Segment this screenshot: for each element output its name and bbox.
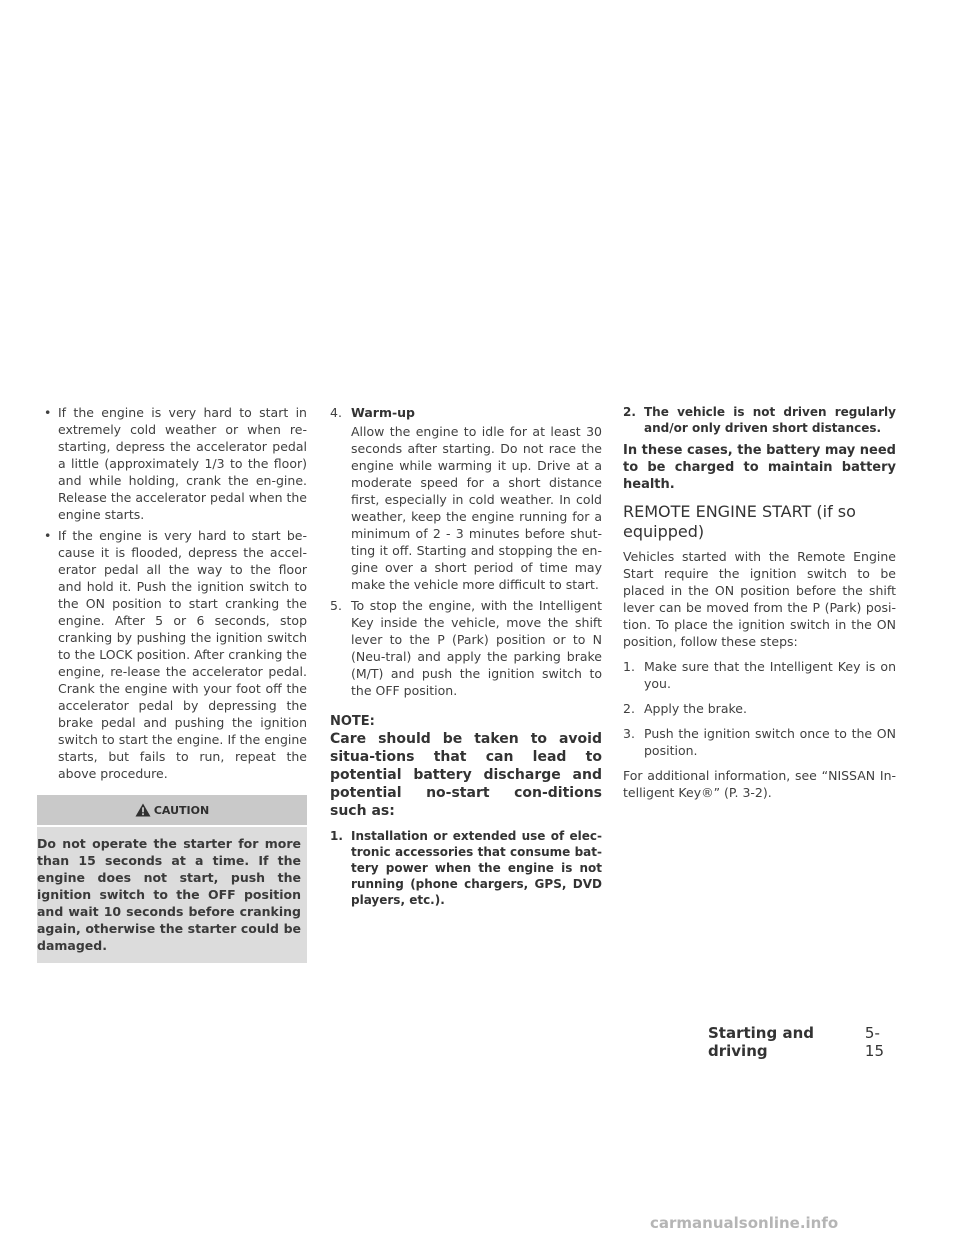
step-text: Apply the brake. bbox=[644, 701, 747, 716]
page-number: 5-15 bbox=[864, 1024, 885, 1060]
list-item bbox=[330, 404, 602, 421]
section-intro: Vehicles started with the Remote Engine Start require the ignition switch to be placed in the ON position before the shift lever can be moved from the P (Park) posi-tion. To place the ignition switch in the ON position, follow these steps: bbox=[623, 549, 896, 649]
list-item bbox=[330, 828, 602, 908]
bullet-mark: • bbox=[44, 528, 52, 543]
caution-label: CAUTION bbox=[153, 803, 210, 817]
item-number: 5. bbox=[330, 598, 342, 613]
step-text: Push the ignition switch once to the ON position. bbox=[644, 726, 896, 758]
bullet-mark: • bbox=[44, 405, 52, 420]
column-middle bbox=[330, 404, 602, 908]
item-number: 4. bbox=[330, 405, 342, 420]
item-text: Installation or extended use of elec-tronic accessories that consume bat-tery power when the engine is not running (phone chargers, GPS, DVD players, etc.). bbox=[351, 829, 602, 907]
list-item bbox=[37, 527, 307, 782]
list-item bbox=[623, 404, 896, 436]
section-title: REMOTE ENGINE START (if so equipped) bbox=[623, 502, 856, 541]
note-conclusion: In these cases, the battery may need to be charged to maintain battery health. bbox=[623, 443, 896, 492]
list-item-body bbox=[330, 423, 602, 593]
page-footer bbox=[708, 1024, 895, 1060]
note-label: NOTE: bbox=[330, 714, 375, 729]
note-text: Care should be taken to avoid situa-tions that can lead to potential battery discharge and potential no-start con-ditions such as: bbox=[330, 731, 602, 819]
step-number: 3. bbox=[623, 726, 635, 741]
more-info-text: For additional information, see “NISSAN In-telligent Key®” (P. 3-2). bbox=[623, 768, 896, 800]
warning-triangle-icon bbox=[135, 803, 151, 817]
bullet-text: If the engine is very hard to start be-cause it is flooded, depress the accel-erator pedal all the way to the floor and hold it. Push the ignition switch to the ON position to start cranking the engine. After 5 or 6 seconds, stop cranking by pushing the ignition switch to the LOCK position. After cranking the engine, re-lease the accelerator pedal. Crank the engine with your foot off the accelerator pedal by depressing the brake pedal and pushing the ignition switch to start the engine. If the engine starts, but fails to run, repeat the above procedure. bbox=[58, 528, 307, 781]
caution-text: Do not operate the starter for more than 15 seconds at a time. If the engine does not start, push the ignition switch to the OFF position and wait 10 seconds before cranking again, otherwise the starter could be damaged. bbox=[37, 827, 307, 963]
step-item bbox=[623, 725, 896, 759]
column-left bbox=[37, 404, 307, 963]
watermark: carmanualsonline.info bbox=[650, 1214, 839, 1232]
item-text: To stop the engine, with the Intelligent Key inside the vehicle, move the shift lever to the P (Park) position or to N (Neu-tral) and apply the parking brake (M/T) and push the ignition switch to the OFF position. bbox=[351, 598, 602, 698]
item-number: 1. bbox=[330, 829, 343, 843]
step-number: 1. bbox=[623, 659, 635, 674]
item-number: 2. bbox=[623, 405, 636, 419]
item-text: Allow the engine to idle for at least 30 seconds after starting. Do not race the engine while warming it up. Drive at a moderate speed for a short distance first, especially in cold weather. In cold weather, keep the engine running for a minimum of 2 - 3 minutes before shut-ting it off. Starting and stopping the en-gine over a short period of time may make the vehicle more difficult to start. bbox=[351, 424, 602, 592]
step-item bbox=[623, 700, 896, 717]
item-title: Warm-up bbox=[351, 405, 416, 420]
column-right bbox=[623, 404, 896, 801]
step-item bbox=[623, 658, 896, 692]
bullet-text: If the engine is very hard to start in extremely cold weather or when re-starting, depress the accelerator pedal a little (approximately 1/3 to the floor) and while holding, crank the en-gine. Release the accelerator pedal when the engine starts. bbox=[58, 405, 307, 522]
list-item bbox=[37, 404, 307, 523]
item-text: The vehicle is not driven regularly and/or only driven short distances. bbox=[644, 405, 896, 435]
step-text: Make sure that the Intelligent Key is on you. bbox=[644, 659, 896, 691]
step-number: 2. bbox=[623, 701, 635, 716]
list-item bbox=[330, 597, 602, 699]
footer-section: Starting and driving bbox=[708, 1024, 814, 1060]
caution-header bbox=[37, 795, 307, 825]
